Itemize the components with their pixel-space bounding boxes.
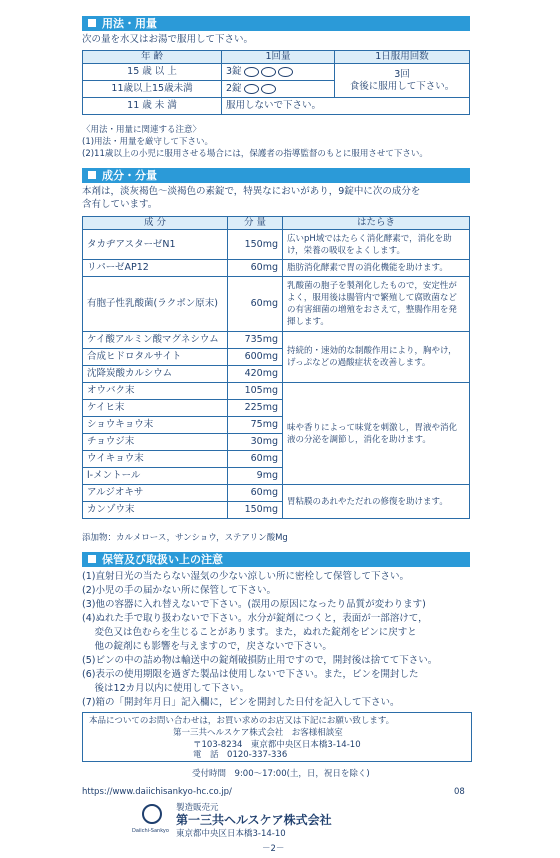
header-action: はたらき	[283, 217, 470, 230]
ingredient-action: 持続的・速効的な制酸作用により，胸やけ，げっぷなどの過酸症状を改善します。	[283, 332, 470, 383]
header-name: 成 分	[83, 217, 228, 230]
ingredient-name: ウイキョウ末	[83, 451, 228, 468]
logo-text: Daiichi-Sankyo	[132, 828, 169, 834]
ingredient-name: リパーゼAP12	[83, 260, 228, 277]
ingredient-name: ショウキョウ末	[83, 417, 228, 434]
square-bullet-icon	[88, 19, 96, 27]
ingredient-name: ケイヒ末	[83, 400, 228, 417]
contact-address: 〒103-8234 東京都中央区日本橋3-14-10	[193, 740, 361, 750]
storage-item: 他の錠剤にも影響を与えますので，戻さないで下さい。	[82, 641, 332, 652]
ingredient-name: カンゾウ末	[83, 502, 228, 519]
ingredient-action: 胃粘膜のあれやただれの修復を助けます。	[283, 485, 470, 519]
contact-intro: 本品についてのお問い合わせは，お買い求めのお店又は下記にお願い致します。	[89, 716, 395, 726]
ingredient-amount: 60mg	[228, 451, 283, 468]
storage-item: (1)直射日光の当たらない湿気の少ない涼しい所に密栓して保管して下さい。	[82, 571, 409, 582]
ingredients-intro: 本剤は，淡灰褐色～淡褐色の素錠で，特異なにおいがあり，9錠中に次の成分を	[82, 186, 421, 197]
ingredient-amount: 60mg	[228, 485, 283, 502]
company-logo-icon	[142, 804, 162, 824]
page-number: －2－	[262, 844, 285, 854]
storage-item: (6)表示の使用期限を過ぎた製品は使用しないで下さい。また，ビンを開封した	[82, 669, 419, 680]
dose-cell: 2錠	[222, 81, 335, 98]
ingredient-amount: 600mg	[228, 349, 283, 366]
age-cell: 11 歳 未 満	[83, 98, 222, 115]
storage-item: (3)他の容器に入れ替えないで下さい。(誤用の原因になったり品質が変わります)	[82, 599, 426, 610]
square-bullet-icon	[88, 555, 96, 563]
storage-item: 変色又は色むらを生じることがあります。また，ぬれた錠剤をビンに戻すと	[82, 627, 417, 638]
ingredient-amount: 420mg	[228, 366, 283, 383]
ingredient-action: 広いpH域ではたらく消化酵素で，消化を助け，栄養の吸収をよくします。	[283, 230, 470, 260]
tablet-icon	[261, 84, 276, 94]
dosage-table	[82, 50, 470, 115]
ingredient-name: 合成ヒドロタルサイト	[83, 349, 228, 366]
storage-item: (7)箱の「開封年月日」記入欄に，ビンを開封した日付を記入して下さい。	[82, 697, 400, 708]
ingredient-amount: 150mg	[228, 230, 283, 260]
header-dose: 1回量	[222, 51, 335, 64]
ingredients-intro: 含有しています。	[82, 199, 158, 210]
additives: 添加物：カルメロース，サンショウ，ステアリン酸Mg	[82, 533, 288, 543]
ingredient-amount: 75mg	[228, 417, 283, 434]
ingredients-section-header	[82, 168, 470, 183]
note-item: (1)用法・用量を厳守して下さい。	[82, 137, 214, 147]
age-cell: 15 歳 以 上	[83, 64, 222, 81]
ingredient-amount: 9mg	[228, 468, 283, 485]
ingredient-name: ケイ酸アルミン酸マグネシウム	[83, 332, 228, 349]
tablet-icon	[244, 67, 259, 77]
ingredient-amount: 105mg	[228, 383, 283, 400]
ingredient-name: l-メントール	[83, 468, 228, 485]
ingredient-name: 沈降炭酸カルシウム	[83, 366, 228, 383]
square-bullet-icon	[88, 171, 96, 179]
ingredient-name: タカヂアスターゼN1	[83, 230, 228, 260]
ingredient-amount: 150mg	[228, 502, 283, 519]
ingredient-action: 味や香りによって味覚を刺激し，胃液や消化液の分泌を調節し，消化を助けます。	[283, 383, 470, 485]
section-title: 用法・用量	[102, 17, 157, 30]
dose-cell: 服用しないで下さい。	[222, 98, 470, 115]
dosage-intro: 次の量を水又はお湯で服用して下さい。	[82, 34, 254, 45]
ingredient-amount: 225mg	[228, 400, 283, 417]
leaflet-code: 08	[454, 787, 465, 797]
storage-item: (4)ぬれた手で取り扱わないで下さい。水分が錠剤につくと，表面が一部溶けて，	[82, 613, 428, 624]
age-cell: 11歳以上15歳未満	[83, 81, 222, 98]
ingredient-action: 乳酸菌の胞子を製剤化したもので，安定性がよく，服用後は腸管内で繁殖して腐敗菌などの有害細菌の増殖をおさえて，整腸作用を発揮します。	[283, 277, 470, 332]
ingredient-name: 有胞子性乳酸菌(ラクボン原末)	[83, 277, 228, 332]
manufacturer-address: 東京都中央区日本橋3-14-10	[176, 829, 286, 839]
section-title: 保管及び取扱い上の注意	[102, 553, 223, 566]
manufacturer-role: 製造販売元	[176, 803, 219, 813]
storage-item: (2)小児の手の届かない所に保管して下さい。	[82, 585, 276, 596]
contact-hours: 受付時間 9:00～17:00(土，日，祝日を除く)	[192, 769, 370, 779]
header-age: 年 齢	[83, 51, 222, 64]
note-item: (2)11歳以上の小児に服用させる場合には，保護者の指導監督のもとに服用させて下さい。	[82, 149, 428, 159]
dose-cell: 3錠	[222, 64, 335, 81]
ingredient-amount: 30mg	[228, 434, 283, 451]
website-url[interactable]: https://www.daiichisankyo-hc.co.jp/	[82, 787, 232, 797]
ingredient-name: アルジオキサ	[83, 485, 228, 502]
tablet-icon	[244, 84, 259, 94]
ingredient-name: オウバク末	[83, 383, 228, 400]
header-amount: 分 量	[228, 217, 283, 230]
contact-phone: 電 話 0120-337-336	[193, 750, 288, 760]
section-title: 成分・分量	[102, 169, 157, 182]
dosage-section-header	[82, 16, 470, 31]
header-times: 1日服用回数	[335, 51, 470, 64]
times-cell: 3回 食後に服用して下さい。	[335, 64, 470, 98]
storage-item: 後は12カ月以内に使用して下さい。	[82, 683, 250, 694]
ingredient-amount: 60mg	[228, 277, 283, 332]
tablet-icon	[261, 67, 276, 77]
storage-item: (5)ビンの中の詰め物は輸送中の錠剤破損防止用ですので，開封後は捨てて下さい。	[82, 655, 438, 666]
contact-company: 第一三共ヘルスケア株式会社 お客様相談室	[173, 728, 343, 738]
ingredient-name: チョウジ末	[83, 434, 228, 451]
notes-title: 〈用法・用量に関連する注意〉	[82, 125, 202, 135]
storage-section-header	[82, 552, 470, 567]
contact-box	[82, 712, 472, 762]
ingredients-table	[82, 216, 470, 519]
ingredient-amount: 735mg	[228, 332, 283, 349]
ingredient-amount: 60mg	[228, 260, 283, 277]
manufacturer-name: 第一三共ヘルスケア株式会社	[176, 813, 332, 827]
ingredient-action: 脂肪消化酵素で胃の消化機能を助けます。	[283, 260, 470, 277]
tablet-icon	[278, 67, 293, 77]
